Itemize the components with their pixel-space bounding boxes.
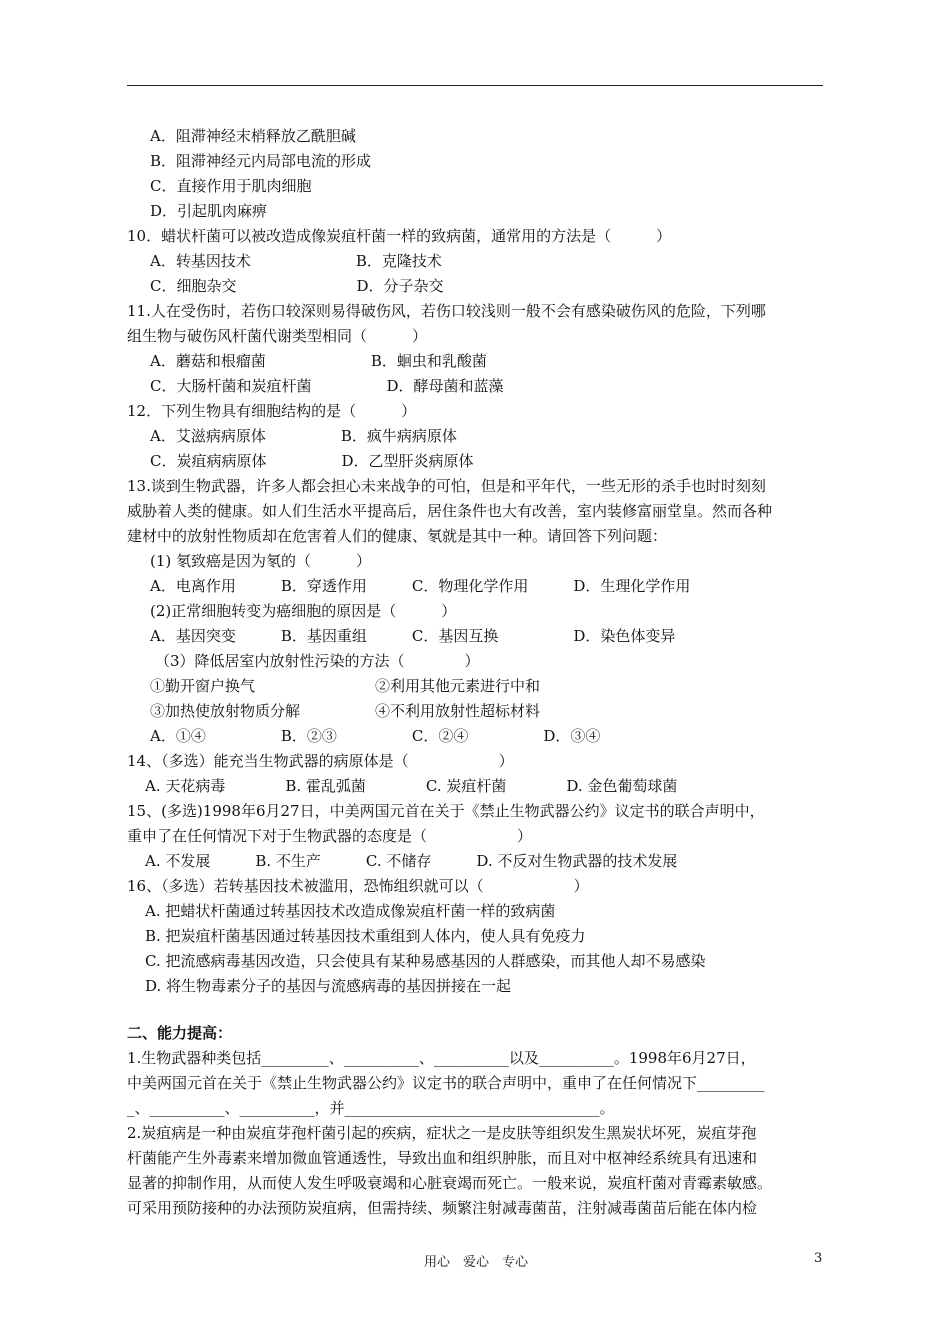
options-11-cd: C．大肠杆菌和炭疽杆菌 D．酵母菌和蓝藻 — [150, 377, 504, 395]
option-9a: A．阻滞神经末梢释放乙酰胆碱 — [150, 127, 356, 145]
options-15: A. 不发展 B. 不生产 C. 不储存 D. 不反对生物武器的技术发展 — [145, 852, 678, 870]
question-13-sub3: （3）降低居室内放射性污染的方法（ ） — [155, 652, 480, 670]
question-13-sub1: (1) 氡致癌是因为氡的（ ） — [150, 552, 372, 570]
options-13-3: A．①④ B．②③ C．②④ D．③④ — [150, 727, 601, 745]
option-9c: C．直接作用于肌肉细胞 — [150, 177, 312, 195]
question-15-line2: 重申了在任何情况下对于生物武器的态度是（ ） — [127, 827, 533, 845]
question-14: 14、（多选）能充当生物武器的病原体是（ ） — [127, 752, 514, 770]
header-rule — [127, 85, 823, 86]
options-13-1: A．电离作用 B．穿透作用 C．物理化学作用 D．生理化学作用 — [150, 577, 691, 595]
passage-2-line2: 杆菌能产生外毒素来增加微血管通透性，导致出血和组织肿胀，而且对中枢神经系统具有迅速和 — [127, 1149, 758, 1167]
question-13-sub2: (2)正常细胞转变为癌细胞的原因是（ ） — [150, 602, 457, 620]
option-9b: B．阻滞神经元内局部电流的形成 — [150, 152, 372, 170]
options-11-ab: A．蘑菇和根瘤菌 B．蛔虫和乳酸菌 — [150, 352, 487, 370]
fill-question-1-line1: 1.生物武器种类包括_________、__________、__________以及__________。1998年6月27日， — [127, 1049, 756, 1067]
passage-2-line4: 可采用预防接种的办法预防炭疽病，但需持续、频繁注射减毒菌苗，注射减毒菌苗后能在体内检 — [127, 1199, 758, 1217]
fill-question-1-line3: _、__________、__________，并__________________________________。 — [127, 1099, 615, 1117]
options-14: A. 天花病毒 B. 霍乱弧菌 C. 炭疽杆菌 D. 金色葡萄球菌 — [145, 777, 678, 795]
footer-motto: 用心 爱心 专心 — [424, 1255, 529, 1270]
option-16d: D. 将生物毒素分子的基因与流感病毒的基因拼接在一起 — [145, 977, 512, 995]
section-heading: 二、能力提高： — [127, 1024, 233, 1042]
question-10: 10．蜡状杆菌可以被改造成像炭疽杆菌一样的致病菌，通常用的方法是（ ） — [127, 227, 672, 245]
passage-2-line1: 2.炭疽病是一种由炭疽芽孢杆菌引起的疾病，症状之一是皮肤等组织发生黑炭状坏死，炭疽芽孢 — [127, 1124, 757, 1142]
options-10-ab: A．转基因技术 B．克隆技术 — [150, 252, 442, 270]
option-16c: C. 把流感病毒基因改造，只会使具有某种易感基因的人群感染，而其他人却不易感染 — [145, 952, 706, 970]
items-13-3-b: ③加热使放射物质分解 ④不利用放射性超标材料 — [150, 702, 541, 720]
question-15-line1: 15、(多选)1998年6月27日，中美两国元首在关于《禁止生物武器公约》议定书的联合声明中， — [127, 802, 765, 820]
question-13-line2: 威胁着人类的健康。如人们生活水平提高后，居住条件也大有改善，室内装修富丽堂皇。然而各种 — [127, 502, 773, 520]
question-13-line3: 建材中的放射性物质却在危害着人们的健康、氡就是其中一种。请回答下列问题： — [127, 527, 668, 545]
question-11-line1: 11.人在受伤时，若伤口较深则易得破伤风，若伤口较浅则一般不会有感染破伤风的危险，下列哪 — [127, 302, 766, 320]
page-number: 3 — [814, 1251, 823, 1266]
fill-question-1-line2: 中美两国元首在关于《禁止生物武器公约》议定书的联合声明中，重申了在任何情况下_________ — [127, 1074, 765, 1092]
question-13-line1: 13.谈到生物武器，许多人都会担心未来战争的可怕，但是和平年代，一些无形的杀手也时时刻刻 — [127, 477, 766, 495]
options-13-2: A．基因突变 B．基因重组 C．基因互换 D．染色体变异 — [150, 627, 676, 645]
options-12-cd: C．炭疽病病原体 D．乙型肝炎病原体 — [150, 452, 474, 470]
options-10-cd: C．细胞杂交 D．分子杂交 — [150, 277, 444, 295]
items-13-3-a: ①勤开窗户换气 ②利用其他元素进行中和 — [150, 677, 541, 695]
options-12-ab: A．艾滋病病原体 B．疯牛病病原体 — [150, 427, 457, 445]
option-9d: D．引起肌肉麻痹 — [150, 202, 268, 220]
question-11-line2: 组生物与破伤风杆菌代谢类型相同（ ） — [127, 327, 428, 345]
option-16a: A. 把蜡状杆菌通过转基因技术改造成像炭疽杆菌一样的致病菌 — [145, 902, 556, 920]
option-16b: B. 把炭疽杆菌基因通过转基因技术重组到人体内，使人具有免疫力 — [145, 927, 586, 945]
question-16: 16、（多选）若转基因技术被滥用，恐怖组织就可以（ ） — [127, 877, 589, 895]
question-12: 12．下列生物具有细胞结构的是（ ） — [127, 402, 417, 420]
passage-2-line3: 显著的抑制作用，从而使人发生呼吸衰竭和心脏衰竭而死亡。一般来说，炭疽杆菌对青霉素敏感。 — [127, 1174, 773, 1192]
